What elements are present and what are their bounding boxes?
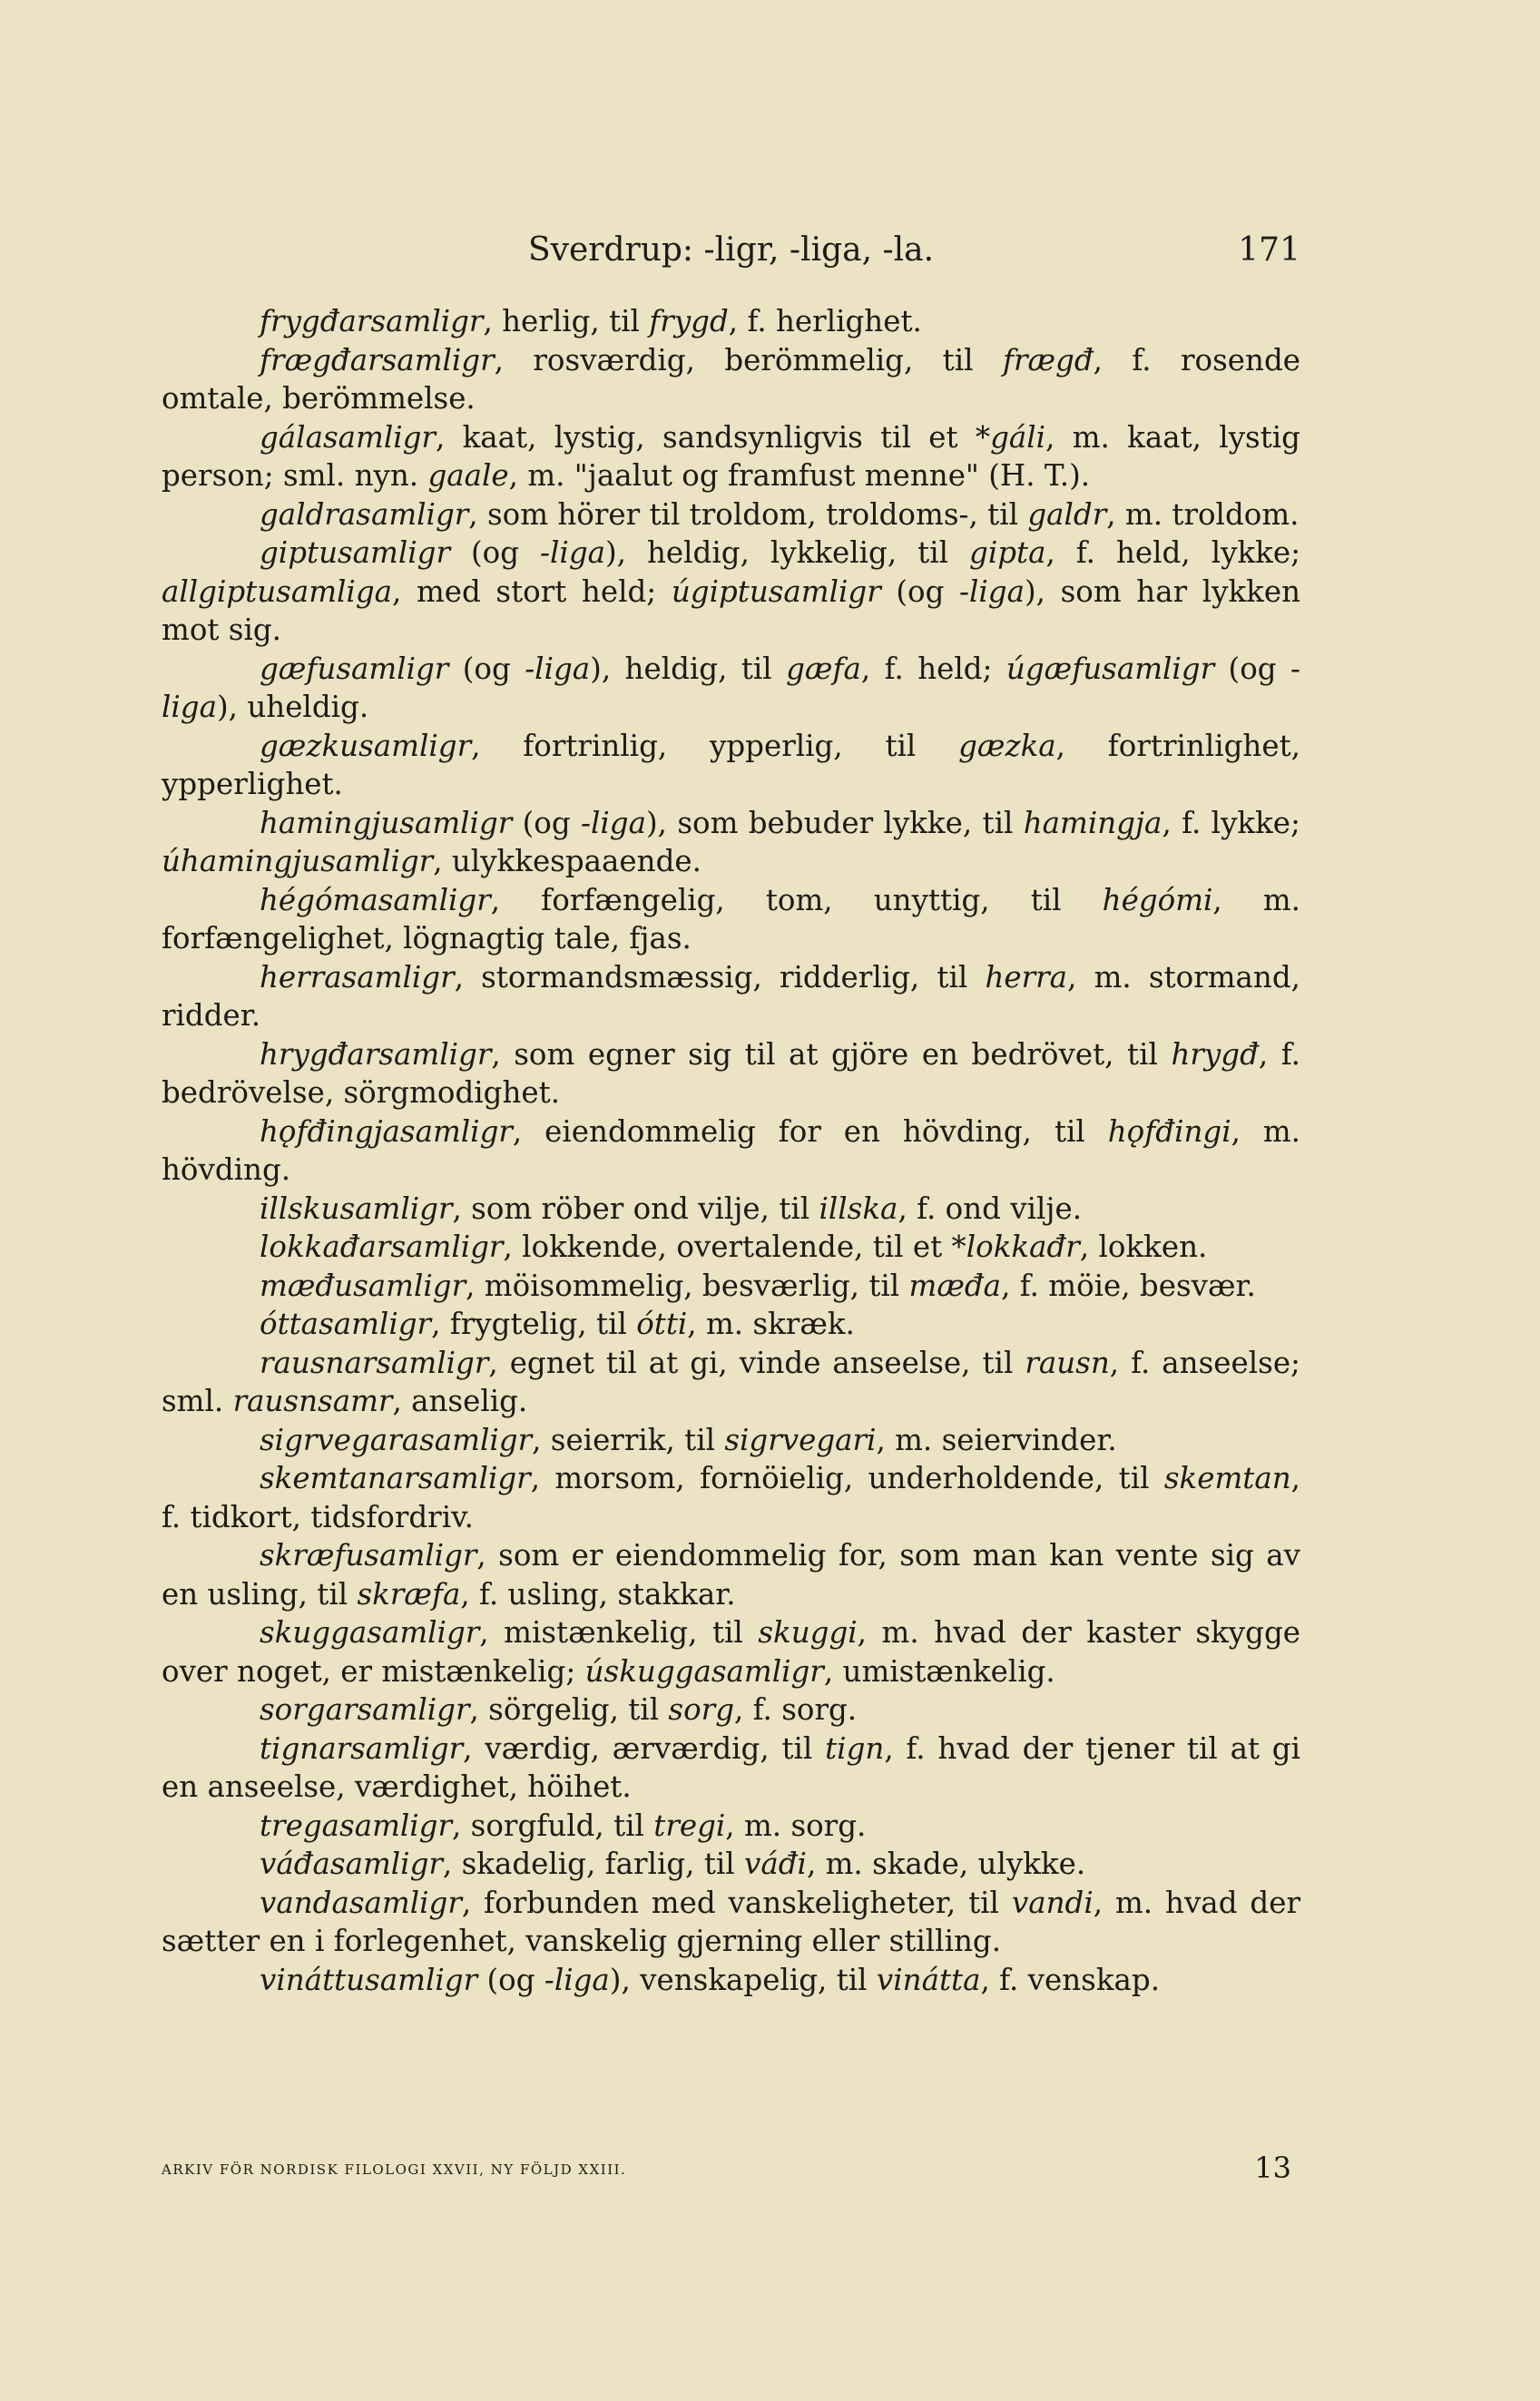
entry-text: , m. skade, ulykke. <box>806 1847 1086 1881</box>
entry-headword: vandi <box>1011 1885 1094 1920</box>
entry-text: , lokken. <box>1079 1230 1208 1264</box>
entry-text: ), som har lykken mot sig. <box>162 573 1301 647</box>
entry-text: , som er eiendommelig for, som man kan vente sig av en usling, til <box>162 1538 1300 1612</box>
entry-text: , m. forfængelighet, lögnagtig tale, fjas. <box>162 882 1301 956</box>
entry-headword: hégómasamligr <box>260 882 491 917</box>
entry-text: , værdig, ærværdig, til <box>463 1730 826 1766</box>
entry-headword: gæzkusamligr <box>260 728 472 763</box>
entry <box>162 727 1300 804</box>
entry-text: , anselig. <box>392 1384 528 1418</box>
entry-headword: frygd <box>649 304 729 338</box>
entry-headword: -liga <box>544 1962 610 1997</box>
entry-headword: óttasamligr <box>260 1307 432 1341</box>
entry <box>162 1730 1300 1807</box>
entry-headword: frægđarsamligr <box>260 342 495 377</box>
entry <box>162 958 1300 1035</box>
entry <box>162 1421 1300 1460</box>
entry-headword: allgiptusamliga <box>162 573 393 609</box>
entry-headword: gipta <box>969 535 1046 570</box>
entry-headword: -liga <box>540 535 605 570</box>
entry-headword: tregi <box>653 1808 726 1843</box>
entry-text: , m. seiervinder. <box>876 1422 1117 1457</box>
entry-headword: galdrasamligr <box>260 496 469 532</box>
entry-text: , sorgfuld, til <box>452 1808 654 1843</box>
entry-headword: gæfa <box>786 651 861 686</box>
entry <box>162 1807 1300 1846</box>
entry-text: , f. bedrövelse, sörgmodighet. <box>162 1036 1300 1110</box>
entry-text: , f. lykke; <box>1162 805 1300 840</box>
entry-headword: hǫfđingi <box>1107 1113 1231 1149</box>
entry <box>162 1613 1300 1690</box>
entry-text: , f. herlighet. <box>728 304 922 338</box>
entry-text: , m. troldom. <box>1106 496 1300 532</box>
entry-headword: ótti <box>636 1307 688 1341</box>
entry <box>162 302 1300 341</box>
entry-headword: vináttusamligr <box>260 1962 478 1997</box>
entry <box>162 341 1300 418</box>
entry <box>162 534 1300 650</box>
entry-text: , f. usling, stakkar. <box>460 1576 736 1612</box>
entry-text: (og <box>880 573 960 609</box>
entry-text: , stormandsmæssig, ridderlig, til <box>454 959 986 995</box>
entry-headword: skemtan <box>1163 1461 1291 1495</box>
entry-text: , eiendommelig for en hövding, til <box>512 1113 1108 1149</box>
entry-headword: illska <box>819 1191 898 1226</box>
entry-headword: hǫfđingjasamligr <box>260 1113 513 1149</box>
entry-text: , f. hvad der tjener til at gi en anseelse, værdighet, höihet. <box>162 1730 1300 1804</box>
entry-headword: -liga <box>581 805 646 840</box>
entry-headword: sigrvegari <box>724 1422 877 1457</box>
entry-text: , kaat, lystig, sandsynligvis til et * <box>435 419 991 455</box>
entry-text: ), uheldig. <box>216 690 369 724</box>
entry-headword: gæzka <box>958 728 1056 763</box>
entry-text: , m. stormand, ridder. <box>162 959 1300 1033</box>
entry-headword: giptusamligr <box>260 535 450 570</box>
entry-headword: úhamingjusamligr <box>162 844 434 878</box>
entry-headword: hrygđarsamligr <box>260 1036 492 1072</box>
entry-headword: úgiptusamligr <box>671 573 881 609</box>
entry <box>162 1267 1300 1306</box>
entry-headword: sorgarsamligr <box>260 1692 470 1727</box>
footer-signature: ARKIV FÖR NORDISK FILOLOGI XXVII, NY FÖLJD XXIII. <box>162 2161 627 2178</box>
entry <box>162 1112 1300 1190</box>
entry-text: , m. "jaalut og framfust menne" (H. T.). <box>508 458 1091 493</box>
page-footer <box>162 2151 1300 2187</box>
entry-text: , med stort held; <box>392 573 672 609</box>
entry-text: , f. held, lykke; <box>1045 535 1301 570</box>
entry-headword: sigrvegarasamligr <box>260 1422 533 1457</box>
entry <box>162 1690 1300 1730</box>
entry-text: , fortrinlighet, ypperlighet. <box>162 728 1300 801</box>
entry-headword: -liga <box>162 651 1300 724</box>
entry-headword: sorg <box>668 1692 735 1727</box>
entry-text: , m. hvad der kaster skygge over noget, er mistænkelig; <box>162 1615 1300 1689</box>
entry <box>162 1884 1300 1961</box>
page-number: 171 <box>1238 231 1300 269</box>
entry-headword: mæđa <box>908 1268 1002 1303</box>
entry-text: , f. sorg. <box>734 1692 858 1727</box>
entry <box>162 1344 1300 1421</box>
entry <box>162 495 1300 534</box>
page-header <box>162 231 1300 277</box>
entry-headword: tign <box>825 1730 885 1766</box>
entry-headword: herrasamligr <box>260 959 455 995</box>
entry-text: ), heldig, til <box>590 651 787 686</box>
entry-text: , f. tidkort, tidsfordriv. <box>162 1461 1300 1534</box>
entry <box>162 1305 1300 1344</box>
entry-text: , umistænkelig. <box>823 1653 1055 1689</box>
entry-text: , seierrik, til <box>532 1422 725 1457</box>
entry-text: ), heldig, lykkelig, til <box>605 535 970 570</box>
entry-text: , egnet til at gi, vinde anseelse, til <box>488 1345 1025 1380</box>
entry-headword: lokkađr <box>966 1230 1080 1264</box>
entry-text: , möisommelig, besværlig, til <box>466 1268 909 1303</box>
entry-headword: rausnarsamligr <box>260 1345 489 1380</box>
entry-headword: gálasamligr <box>260 419 436 455</box>
entry-text: , f. venskap. <box>980 1962 1161 1997</box>
entry-text: , som egner sig til at gjöre en bedrövet, til <box>491 1036 1172 1072</box>
entry-text: , f. rosende omtale, berömmelse. <box>162 342 1300 416</box>
entry-headword: váđasamligr <box>260 1847 443 1881</box>
entry <box>162 418 1300 495</box>
entry-text: , forfængelig, tom, unyttig, til <box>490 882 1103 917</box>
entry-headword: hamingjusamligr <box>260 805 513 840</box>
entry-text: , forbunden med vanskeligheter, til <box>461 1885 1012 1920</box>
entry-text: (og <box>477 1962 544 1997</box>
entry-headword: skuggi <box>758 1615 858 1650</box>
entry-headword: skemtanarsamligr <box>260 1461 531 1495</box>
entry-headword: hrygđ <box>1171 1036 1259 1072</box>
entry-text: , skadelig, farlig, til <box>442 1847 744 1881</box>
entry-text: , frygtelig, til <box>431 1307 637 1341</box>
entry-headword: herra <box>985 959 1068 995</box>
entry-headword: váđi <box>744 1847 807 1881</box>
entry-headword: skuggasamligr <box>260 1615 480 1650</box>
entry-headword: mæđusamligr <box>260 1268 466 1303</box>
entry-headword: rausnsamr <box>232 1384 393 1418</box>
entry <box>162 1035 1300 1112</box>
running-head: Sverdrup: -ligr, -liga, -la. <box>527 231 935 269</box>
entry-text: , sörgelig, til <box>469 1692 669 1727</box>
entry <box>162 650 1300 727</box>
entry <box>162 881 1300 958</box>
entry <box>162 1459 1300 1536</box>
sheet-number: 13 <box>1254 2151 1291 2185</box>
entry-headword: úskuggasamligr <box>584 1653 824 1689</box>
entry-headword: gaale <box>427 458 509 493</box>
entry-headword: galdr <box>1027 496 1107 532</box>
entry-headword: skræfusamligr <box>260 1538 477 1573</box>
entry-headword: -liga <box>959 573 1025 609</box>
entry-headword: lokkađarsamligr <box>260 1230 504 1264</box>
entry-headword: tignarsamligr <box>260 1730 464 1766</box>
entry-headword: frygđarsamligr <box>260 304 484 338</box>
entry-text: , m. skræk. <box>687 1307 855 1341</box>
entry-text: , m. sorg. <box>725 1808 867 1843</box>
entry-text: , herlig, til <box>483 304 650 338</box>
entry-text: ), som bebuder lykke, til <box>645 805 1024 840</box>
entry-headword: úgæfusamligr <box>1005 651 1215 686</box>
entry-text: ), venskapelig, til <box>609 1962 877 1997</box>
entry-text: , morsom, fornöielig, underholdende, til <box>530 1461 1164 1495</box>
entry-headword: illskusamligr <box>260 1191 453 1226</box>
entry-text: , rosværdig, berömmelig, til <box>494 342 1003 377</box>
entry <box>162 1536 1300 1613</box>
entry-headword: tregasamligr <box>260 1808 453 1843</box>
entry-headword: gáli <box>990 419 1046 455</box>
entry-text: , m. hvad der sætter en i forlegenhet, vanskelig gjerning eller stilling. <box>162 1885 1300 1958</box>
entry-headword: -liga <box>525 651 591 686</box>
entry-text: , m. kaat, lystig person; sml. nyn. <box>162 419 1300 493</box>
entry <box>162 804 1300 881</box>
entry-text: , mistænkelig, til <box>479 1615 759 1650</box>
entry <box>162 1228 1300 1267</box>
entry-headword: gæfusamligr <box>260 651 449 686</box>
entry <box>162 1961 1300 2000</box>
entry-text: (og <box>450 535 541 570</box>
entry <box>162 1845 1300 1884</box>
entry-headword: vandasamligr <box>260 1885 462 1920</box>
entry-text: , fortrinlig, ypperlig, til <box>471 728 959 763</box>
entry-headword: skræfa <box>357 1576 461 1612</box>
entry <box>162 1190 1300 1229</box>
entry-text: , som röber ond vilje, til <box>452 1191 819 1226</box>
entry-headword: hégómi <box>1102 882 1213 917</box>
entry-text: , f. möie, besvær. <box>1001 1268 1256 1303</box>
entry-headword: frægđ <box>1002 342 1094 377</box>
entry-headword: rausn <box>1025 1345 1110 1380</box>
entry-text: (og <box>1214 651 1291 686</box>
entry-text: (og <box>512 805 582 840</box>
entry-text: , ulykkespaaende. <box>433 844 701 878</box>
entry-text: , lokkende, overtalende, til et * <box>503 1230 966 1264</box>
entry-text: , som hörer til troldom, troldoms-, til <box>468 496 1028 532</box>
entry-text: , f. ond vilje. <box>898 1191 1083 1226</box>
dictionary-entries <box>162 302 1300 1999</box>
entry-text: , f. anseelse; sml. <box>162 1345 1301 1418</box>
entry-text: , m. hövding. <box>162 1113 1301 1187</box>
entry-headword: vinátta <box>876 1962 981 1997</box>
entry-text: , f. held; <box>860 651 1006 686</box>
entry-text: (og <box>448 651 525 686</box>
entry-headword: hamingja <box>1023 805 1162 840</box>
